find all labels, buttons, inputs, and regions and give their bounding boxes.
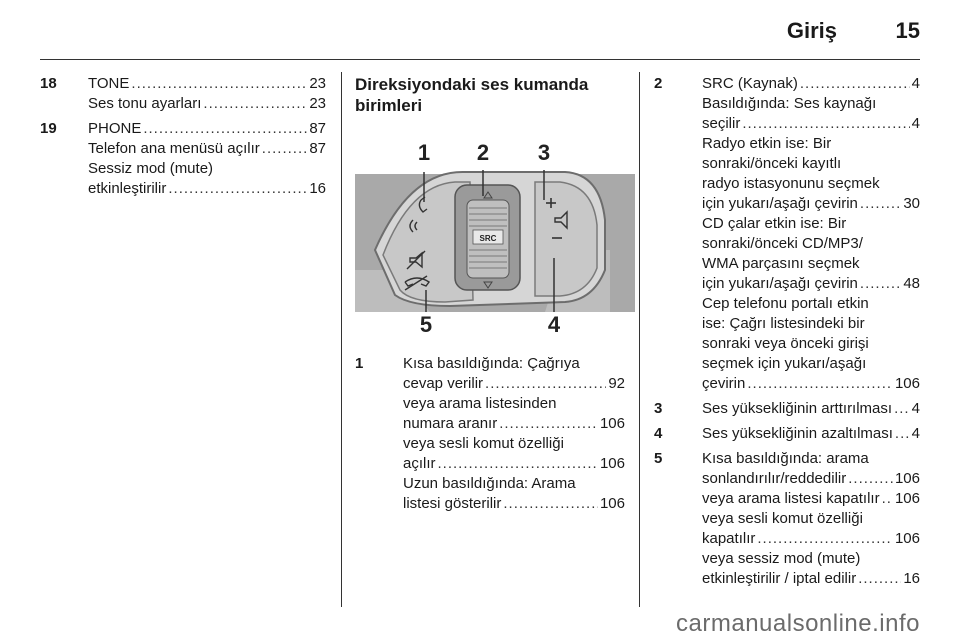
column-divider-right [639,72,640,607]
entry-18 [40,74,326,114]
entry-line [403,374,625,394]
entry-line [702,399,920,419]
entry-line [702,114,920,134]
entry-line [702,154,920,174]
entry-1 [355,354,625,514]
entry-text: veya sessiz mod (mute) [702,550,861,567]
page-reference: 106 [894,530,920,547]
legend-entries-middle [355,354,625,514]
entry-text: PHONE [88,120,142,137]
entry-text: CD çalar etkin ise: Bir [702,215,847,232]
entry-line [702,354,920,374]
callout-3: 3 [537,140,551,165]
entry-19 [40,119,326,199]
page-reference: 4 [911,400,920,417]
page-reference: 106 [894,470,920,487]
page-reference: 87 [309,120,326,137]
page-reference: 106 [599,495,625,512]
entry-line [702,424,920,444]
entry-line [88,74,326,94]
entry-text: Ses yüksekliğinin arttırılması [702,400,893,417]
steering-wheel-controls-figure [355,130,635,340]
page-reference: 106 [599,415,625,432]
entry-line [403,414,625,434]
entry-4 [654,424,920,444]
entry-line [702,174,920,194]
entry-text: cevap verilir [403,375,484,392]
entry-text: Ses tonu ayarları [88,95,202,112]
entry-text: SRC (Kaynak) [702,75,798,92]
leader-dots [848,469,893,489]
entry-line [88,179,326,199]
column-middle [355,74,625,519]
callout-1: 1 [417,140,431,165]
entry-number: 2 [654,75,663,92]
entry-line [702,529,920,549]
entry-line [403,354,625,374]
leader-dots [800,74,910,94]
entry-line [88,139,326,159]
entry-text: WMA parçasını seçmek [702,255,860,272]
entry-number: 19 [40,120,57,137]
entry-text: sonraki/önceki CD/MP3/ [702,235,863,252]
entry-line [702,449,920,469]
entry-text: sonraki/önceki kayıtlı [702,155,842,172]
leader-dots [747,374,893,394]
entry-text: Kısa basıldığında: arama [702,450,869,467]
callout-2: 2 [476,140,490,165]
src-button-label: SRC [479,234,497,243]
leader-dots [499,414,598,434]
entry-number: 4 [654,425,663,442]
entry-text: listesi gösterilir [403,495,502,512]
entry-text: seçmek için yukarı/aşağı [702,355,867,372]
entry-line [403,494,625,514]
entry-line [88,119,326,139]
callout-5: 5 [419,312,433,337]
entry-text: sonraki veya önceki girişi [702,335,869,352]
leader-dots [860,274,901,294]
toc-entries-left [40,74,326,199]
entry-number: 3 [654,400,663,417]
entry-line [702,134,920,154]
entry-text: TONE [88,75,130,92]
column-divider-left [341,72,342,607]
page-reference: 106 [894,375,920,392]
page-number: 15 [895,18,920,43]
entry-text: ise: Çağrı listesindeki bir [702,315,865,332]
entry-number: 18 [40,75,57,92]
entry-line [702,469,920,489]
entry-line [702,509,920,529]
entry-text: veya arama listesi kapatılır [702,490,880,507]
section-heading [355,74,625,116]
entry-text: Kısa basıldığında: Çağrıya [403,355,580,372]
entry-3 [654,399,920,419]
page-reference: 106 [599,455,625,472]
entry-number: 5 [654,450,663,467]
page-reference: 23 [309,95,326,112]
entry-line [88,94,326,114]
entry-line [702,214,920,234]
page-reference: 48 [903,275,920,292]
page-reference: 16 [903,570,920,587]
entry-text: numara aranır [403,415,498,432]
leader-dots [882,489,893,509]
page-reference: 23 [309,75,326,92]
leader-dots [757,529,893,549]
leader-dots [438,454,598,474]
entry-text: Basıldığında: Ses kaynağı [702,95,877,112]
entry-number: 1 [355,355,364,372]
entry-text: Radyo etkin ise: Bir [702,135,832,152]
entry-text: etkinleştirilir [88,180,167,197]
entry-text: Sessiz mod (mute) [88,160,214,177]
entry-line [403,434,625,454]
page-reference: 106 [894,490,920,507]
entry-5 [654,449,920,589]
leader-dots [858,569,901,589]
leader-dots [262,139,308,159]
entry-line [403,474,625,494]
callout-4: 4 [547,312,561,337]
leader-dots [503,494,598,514]
entry-text: için yukarı/aşağı çevirin [702,275,858,292]
leader-dots [143,119,307,139]
entry-text: kapatılır [702,530,756,547]
page-reference: 16 [309,180,326,197]
entry-line [702,314,920,334]
entry-line [702,94,920,114]
entry-line [88,159,326,179]
entry-line [702,194,920,214]
entry-text: etkinleştirilir / iptal edilir [702,570,857,587]
entry-text: sonlandırılır/reddedilir [702,470,847,487]
legend-entries-right [654,74,920,589]
leader-dots [860,194,901,214]
leader-dots [894,399,910,419]
entry-line [702,569,920,589]
watermark: carmanualsonline.info [676,610,920,637]
entry-text: Ses yüksekliğinin azaltılması [702,425,893,442]
entry-2 [654,74,920,394]
header-rule [40,59,920,60]
entry-text: radyo istasyonunu seçmek [702,175,880,192]
entry-text: açılır [403,455,436,472]
entry-line [702,489,920,509]
leader-dots [131,74,307,94]
column-left [40,74,326,204]
entry-text: çevirin [702,375,746,392]
page-header-title: Giriş [786,18,837,43]
page-reference: 87 [309,140,326,157]
entry-line [403,394,625,414]
entry-text: veya sesli komut özelliği [702,510,863,527]
entry-line [702,334,920,354]
section-heading-line1: Direksiyondaki ses kumanda [355,75,589,94]
entry-line [702,294,920,314]
entry-text: Cep telefonu portalı etkin [702,295,869,312]
page-reference: 92 [608,375,625,392]
entry-line [702,234,920,254]
entry-line [702,549,920,569]
entry-line [702,74,920,94]
entry-text: veya sesli komut özelliği [403,435,564,452]
leader-dots [203,94,307,114]
page-reference: 4 [911,425,920,442]
leader-dots [485,374,606,394]
entry-text: veya arama listesinden [403,395,557,412]
page-reference: 30 [903,195,920,212]
leader-dots [895,424,910,444]
entry-text: için yukarı/aşağı çevirin [702,195,858,212]
leader-dots [742,114,909,134]
page-reference: 4 [911,115,920,132]
entry-text: seçilir [702,115,741,132]
entry-line [702,274,920,294]
leader-dots [168,179,307,199]
entry-text: Telefon ana menüsü açılır [88,140,260,157]
section-heading-line2: birimleri [355,96,423,115]
column-right [654,74,920,594]
entry-line [702,254,920,274]
page-reference: 4 [911,75,920,92]
entry-line [702,374,920,394]
entry-text: Uzun basıldığında: Arama [403,475,576,492]
entry-line [403,454,625,474]
